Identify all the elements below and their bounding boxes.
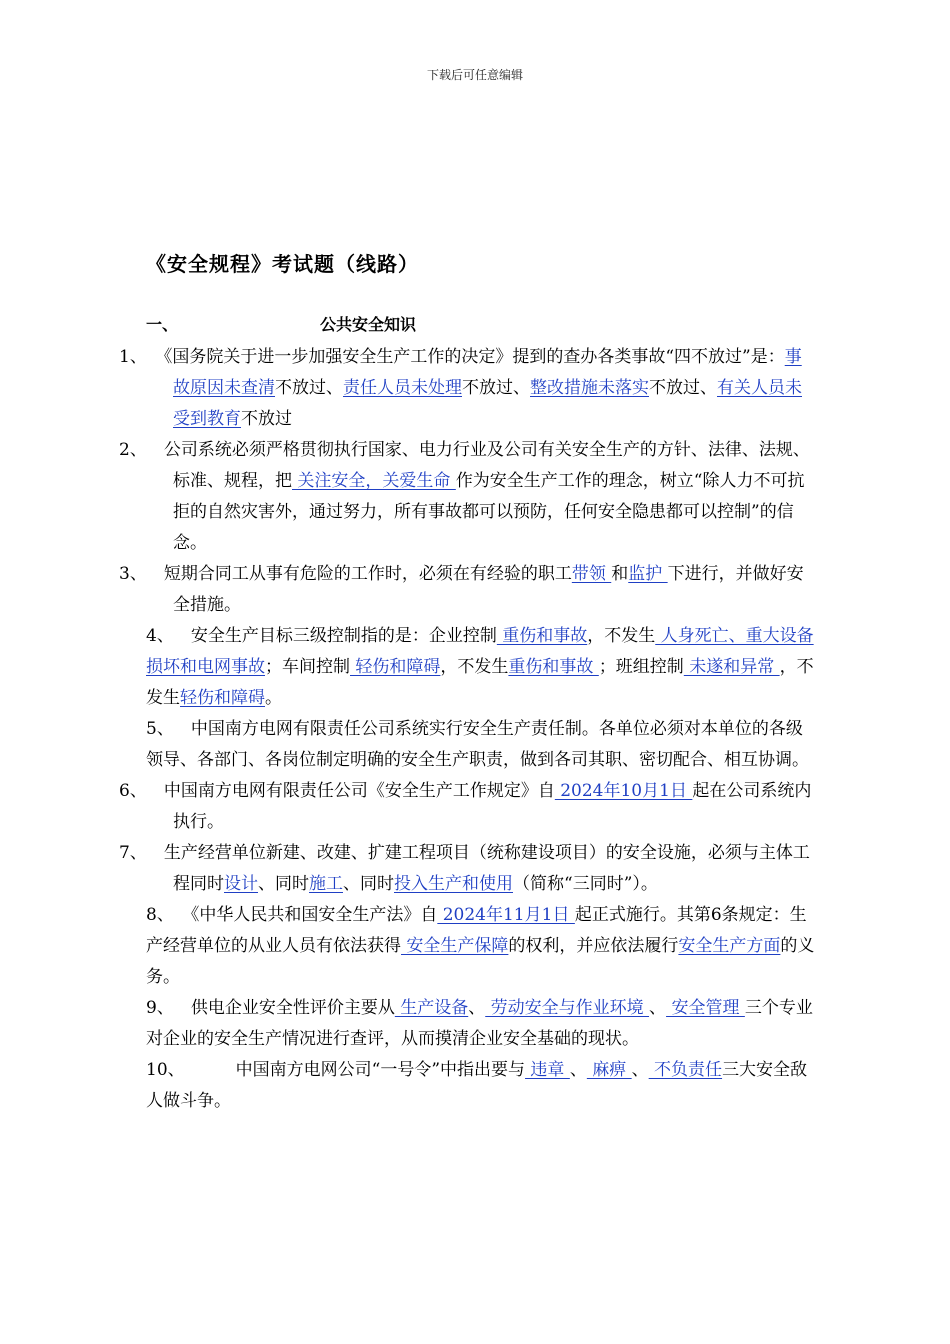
question-text: ；班组控制 — [598, 657, 684, 677]
answer-blank: 重伤和事故 — [496, 626, 588, 646]
question-text: 、同时 — [343, 874, 394, 894]
answer-blank: 安全生产保障 — [401, 936, 509, 956]
answer-blank: 投入生产和使用 — [394, 874, 513, 894]
question-text: 中国南方电网有限责任公司《安全生产工作规定》自 — [146, 781, 555, 801]
question-text: 的权利，并应依法履行 — [508, 936, 679, 956]
question-number: 3、 — [119, 564, 147, 584]
question-text: 起在公司系统内执行。 — [173, 781, 812, 832]
question-item — [146, 714, 816, 776]
question-item — [146, 900, 816, 993]
question-text: 短期合同工从事有危险的工作时，必须在有经验的职工 — [146, 564, 572, 584]
question-text: 三大安全敌人做斗争。 — [146, 1060, 808, 1111]
answer-blank: 设计 — [224, 874, 258, 894]
question-item — [119, 435, 816, 559]
answer-blank: 重伤和事故 — [508, 657, 599, 677]
answer-blank: 事故原因未查清 — [173, 347, 802, 398]
question-item — [119, 838, 816, 900]
answer-blank: 麻痹 — [586, 1060, 632, 1080]
question-list — [119, 342, 816, 1117]
question-text: 作为安全生产工作的理念，树立“除人力不可抗拒的自然灾害外，通过努力，所有事故都可以预防，任何安全隐患都可以控制”的信念。 — [173, 471, 805, 553]
question-text: 、同时 — [258, 874, 309, 894]
answer-blank: 未遂和异常 — [683, 657, 780, 677]
answer-blank: 2024年10月1日 — [554, 781, 693, 801]
section-heading — [146, 312, 826, 335]
question-number: 6、 — [119, 781, 147, 801]
answer-blank: 轻伤和障碍 — [180, 688, 265, 708]
answer-blank: 2024年11月1日 — [437, 905, 575, 925]
question-item — [119, 342, 816, 435]
answer-blank: 关注安全，关爱生命 — [292, 471, 456, 491]
answer-blank: 责任人员未处理 — [343, 378, 462, 398]
question-text: 下进行，并做好安全措施。 — [173, 564, 804, 615]
question-text: 公司系统必须严格贯彻执行国家、电力行业及公司有关安全生产的方针、法律、法规、标准、规程，把 — [146, 440, 810, 491]
answer-blank: 有关人员未受到教育 — [173, 378, 802, 429]
question-text: 。 — [265, 688, 282, 708]
question-number: 8、 — [146, 905, 174, 925]
document-title: 《安全规程》考试题（线路） — [146, 252, 419, 276]
answer-blank: 不负责任 — [648, 1060, 723, 1080]
question-item — [146, 993, 816, 1055]
answer-blank: 整改措施未落实 — [530, 378, 649, 398]
answer-blank: 人身死亡、重大设备损坏和电网事故 — [146, 626, 814, 677]
question-text: ；车间控制 — [265, 657, 350, 677]
answer-blank: 轻伤和障碍 — [350, 657, 441, 677]
question-text: 、 — [569, 1060, 587, 1080]
question-text: 《中华人民共和国安全生产法》自 — [173, 905, 438, 925]
answer-blank: 施工 — [309, 874, 343, 894]
question-text: 不放过、 — [649, 378, 717, 398]
question-text: 起正式施行。其第6条规定：生产经营单位的从业人员有依法获得 — [146, 905, 807, 956]
question-text: 不放过、 — [462, 378, 530, 398]
question-text: 三个专业对企业的安全生产情况进行查评，从而摸清企业安全基础的现状。 — [146, 998, 813, 1049]
question-text: 中国南方电网公司“一号令”中指出要与 — [184, 1060, 526, 1080]
question-text: 《国务院关于进一步加强安全生产工作的决定》提到的查办各类事故“四不放过”是： — [146, 347, 785, 367]
answer-blank: 生产设备 — [394, 998, 469, 1018]
question-number: 1、 — [119, 347, 147, 367]
question-item — [146, 621, 816, 714]
answer-blank: 监护 — [628, 564, 668, 584]
section-title: 公共安全知识 — [320, 315, 417, 334]
question-text: ，不发生 — [587, 626, 656, 646]
answer-blank: 安全管理 — [666, 998, 745, 1018]
question-text: 和 — [611, 564, 629, 584]
question-text: 中国南方电网有限责任公司系统实行安全生产责任制。各单位必须对本单位的各级领导、各部门、各岗位制定明确的安全生产职责，做到各司其职、密切配合、相互协调。 — [146, 719, 809, 770]
question-number: 9、 — [146, 998, 174, 1018]
question-text: （简称“三同时”）。 — [513, 874, 658, 894]
question-text: ，不发生 — [440, 657, 509, 677]
question-number: 7、 — [119, 843, 147, 863]
question-text: 不放过、 — [275, 378, 343, 398]
question-number: 5、 — [146, 719, 174, 739]
question-text: 安全生产目标三级控制指的是：企业控制 — [173, 626, 497, 646]
question-item — [146, 1055, 816, 1117]
question-text: 、 — [649, 998, 667, 1018]
answer-blank: 劳动安全与作业环境 — [485, 998, 650, 1018]
question-number: 10、 — [146, 1060, 185, 1080]
question-number: 4、 — [146, 626, 174, 646]
answer-blank: 带领 — [571, 564, 612, 584]
question-item — [119, 559, 816, 621]
answer-blank: 违章 — [525, 1060, 570, 1080]
question-text: 、 — [468, 998, 486, 1018]
question-text: 的义务。 — [146, 936, 815, 987]
question-item — [119, 776, 816, 838]
question-text: 、 — [631, 1060, 649, 1080]
section-number: 一、 — [146, 315, 179, 334]
question-text: 生产经营单位新建、改建、扩建工程项目（统称建设项目）的安全设施，必须与主体工程同时 — [146, 843, 810, 894]
question-text: ，不发生 — [146, 657, 814, 708]
question-text: 不放过 — [241, 409, 292, 429]
page-header: 下载后可任意编辑 — [426, 68, 523, 82]
answer-blank: 安全生产方面 — [678, 936, 781, 956]
question-number: 2、 — [119, 440, 147, 460]
question-text: 供电企业安全性评价主要从 — [173, 998, 395, 1018]
